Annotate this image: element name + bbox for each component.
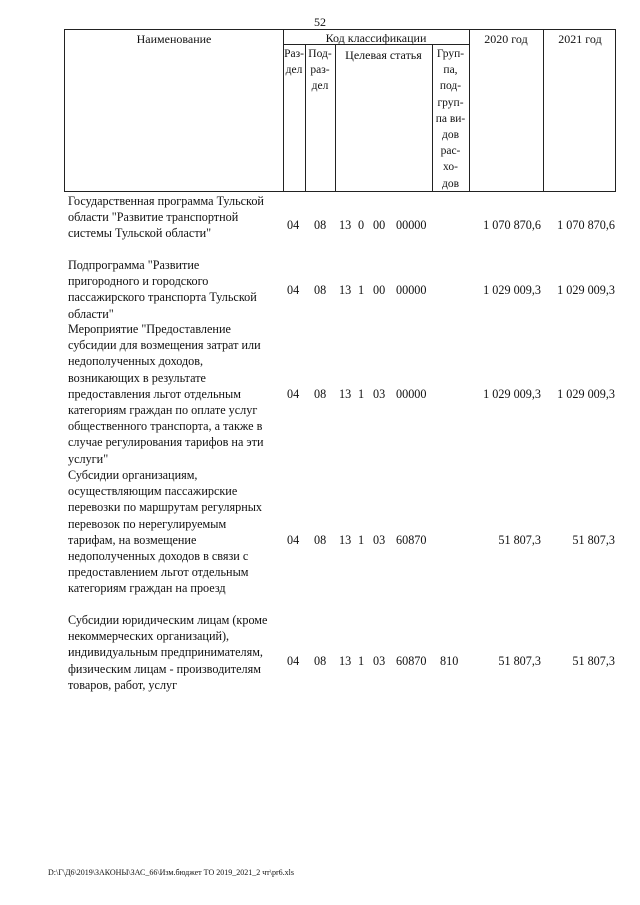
target-program: 13: [339, 654, 352, 668]
subsection-code: 08: [314, 533, 327, 547]
value-2021: 51 807,3: [572, 533, 615, 547]
value-2021: 1 070 870,6: [557, 218, 615, 232]
header-year-2020: 2020 год: [484, 32, 528, 46]
table-row-name: Государственная программа Тульской области "Развитие транспортной системы Тульской области": [68, 194, 264, 241]
section-code: 04: [287, 654, 300, 668]
header-subsection: Под- раз- дел: [308, 48, 332, 93]
table-row-name: Мероприятие "Предоставление субсидии для возмещения затрат или недополученных доходов, возникающих в результате предоставления льгот отдельным категориям граждан по оплате услуг общественного транспорта, а также в случае регулирования тарифов на эти услуги": [68, 322, 264, 466]
target-subprogram: 0: [358, 218, 365, 232]
target-program: 13: [339, 283, 352, 297]
expense-group: 810: [440, 654, 459, 668]
target-event: 03: [373, 654, 386, 668]
header-classification: Код классификации: [325, 31, 427, 45]
header-name: Наименование: [136, 32, 212, 46]
target-event: 00: [373, 283, 386, 297]
value-2021: 1 029 009,3: [557, 387, 615, 401]
value-2020: 1 029 009,3: [483, 387, 541, 401]
target-direction: 00000: [396, 387, 427, 401]
table-row-name: Субсидии юридическим лицам (кроме некоммерческих организаций), индивидуальным предпринимателям, физическим лицам - производителям товаров, работ, услуг: [68, 613, 268, 692]
value-2020: 51 807,3: [498, 654, 541, 668]
target-subprogram: 1: [358, 533, 365, 547]
section-code: 04: [287, 218, 300, 232]
subsection-code: 08: [314, 218, 327, 232]
target-event: 00: [373, 218, 386, 232]
target-event: 03: [373, 387, 386, 401]
target-program: 13: [339, 533, 352, 547]
value-2021: 51 807,3: [572, 654, 615, 668]
value-2020: 1 070 870,6: [483, 218, 541, 232]
table-row-name: Подпрограмма "Развитие пригородного и городского пассажирского транспорта Тульской области": [68, 258, 257, 321]
value-2020: 1 029 009,3: [483, 283, 541, 297]
value-2020: 51 807,3: [498, 533, 541, 547]
target-event: 03: [373, 533, 386, 547]
target-direction: 00000: [396, 218, 427, 232]
subsection-code: 08: [314, 283, 327, 297]
header-target-article: Целевая статья: [345, 48, 422, 62]
subsection-code: 08: [314, 654, 327, 668]
subsection-code: 08: [314, 387, 327, 401]
header-expense-group: Груп- па, под- груп- па ви- дов рас- хо- дов: [435, 48, 466, 190]
target-program: 13: [339, 387, 352, 401]
target-subprogram: 1: [358, 387, 365, 401]
table-row-name: Субсидии организациям, осуществляющим пассажирские перевозки по маршрутам регулярных перевозок по нерегулируемым тарифам, на возмещение недополученных доходов в связи с предоставлением льгот отдельным категориям граждан на проезд: [68, 468, 262, 596]
section-code: 04: [287, 283, 300, 297]
target-subprogram: 1: [358, 283, 365, 297]
table-header: [64, 29, 616, 192]
header-year-2021: 2021 год: [558, 32, 602, 46]
target-direction: 60870: [396, 654, 427, 668]
target-subprogram: 1: [358, 654, 365, 668]
target-program: 13: [339, 218, 352, 232]
target-direction: 60870: [396, 533, 427, 547]
file-path-footer: D:\Г\Д6\2019\ЗАКОНЫ\ЗАС_66\Изм.бюджет ТО 2019_2021_2 чт\pr6.xls: [48, 868, 294, 877]
header-section: Раз- дел: [284, 48, 304, 77]
value-2021: 1 029 009,3: [557, 283, 615, 297]
target-direction: 00000: [396, 283, 427, 297]
section-code: 04: [287, 533, 300, 547]
section-code: 04: [287, 387, 300, 401]
page-number: 52: [314, 15, 326, 29]
